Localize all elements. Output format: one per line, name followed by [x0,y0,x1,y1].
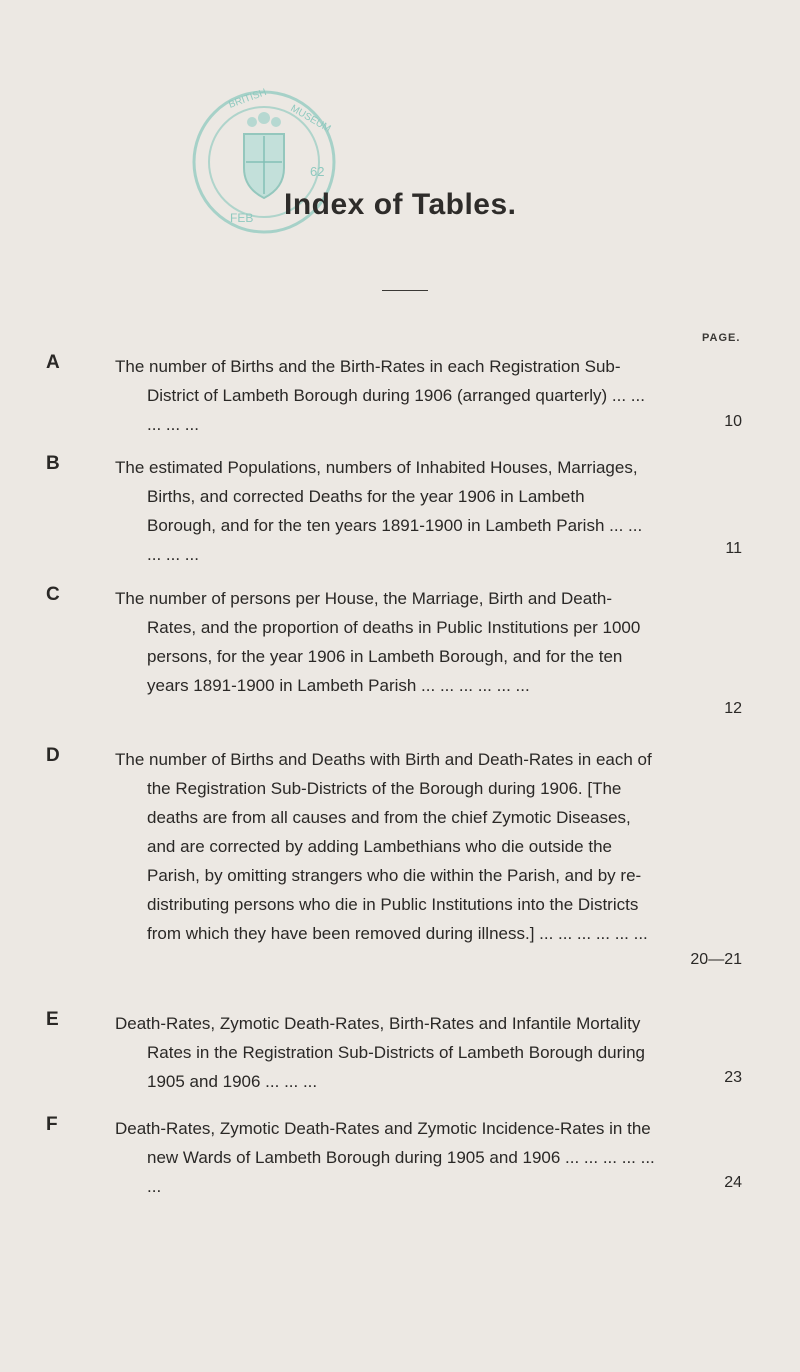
entry-letter: B [46,453,60,474]
entry-letter: F [46,1114,58,1135]
entry-description: The estimated Populations, numbers of Inhabited Houses, Marriages, Births, and corrected Deaths for the year 1906 in Lambeth Borough, and for the ten years 1891-1900 in Lambeth Parish ... ... ... ... ... [115,458,643,564]
entry-letter: E [46,1009,59,1030]
entry-description: Death-Rates, Zymotic Death-Rates and Zymotic Incidence-Rates in the new Wards of Lambeth Borough during 1905 and 1906 ... ... ... ... ... ... [115,1119,655,1196]
entry-description: The number of Births and the Birth-Rates in each Registration Sub-District of Lambeth Borough during 1906 (arranged quarterly) ... ... ... ... ... [115,357,645,434]
svg-text:62: 62 [310,164,325,179]
svg-text:MUSEUM: MUSEUM [288,103,333,135]
entry-description: The number of persons per House, the Marriage, Birth and Death-Rates, and the proportion of deaths in Public Institutions per 1000 persons, for the year 1906 in Lambeth Borough, and for the ten years 1891-1900 in Lambeth Parish ... ... ... ... ... ... [115,589,641,695]
entry-page-number: 23 [724,1069,742,1086]
entry-description: The number of Births and Deaths with Birth and Death-Rates in each of the Registration Sub-Districts of the Borough during 1906. [The deaths are from all causes and from the chief Zymotic Diseases, and are corrected by adding Lambethians who die outside the Parish, by omitting strangers who die within the Parish, and by re-distributing persons who die in Public Institutions into the Districts from which they have been removed during illness.] ... ... ... ... ... ... [115,750,652,943]
entry-page-number: 10 [724,413,742,430]
entry-letter: A [46,352,60,373]
entry-page-number: 11 [725,540,742,557]
entry-page-number: 20—21 [690,951,742,968]
entry-page-number: 12 [724,700,742,717]
entry-letter: D [46,745,60,766]
entry-page-number: 24 [724,1174,742,1191]
page-title: Index of Tables. [284,188,517,221]
entry-description: Death-Rates, Zymotic Death-Rates, Birth-Rates and Infantile Mortality Rates in the Registration Sub-Districts of Lambeth Borough during 1905 and 1906 ... ... ... [115,1014,645,1091]
title-divider [382,290,428,291]
page-column-header: PAGE. [702,332,741,344]
svg-text:BRITISH: BRITISH [227,88,269,111]
svg-text:FEB: FEB [230,211,254,225]
entry-letter: C [46,584,60,605]
